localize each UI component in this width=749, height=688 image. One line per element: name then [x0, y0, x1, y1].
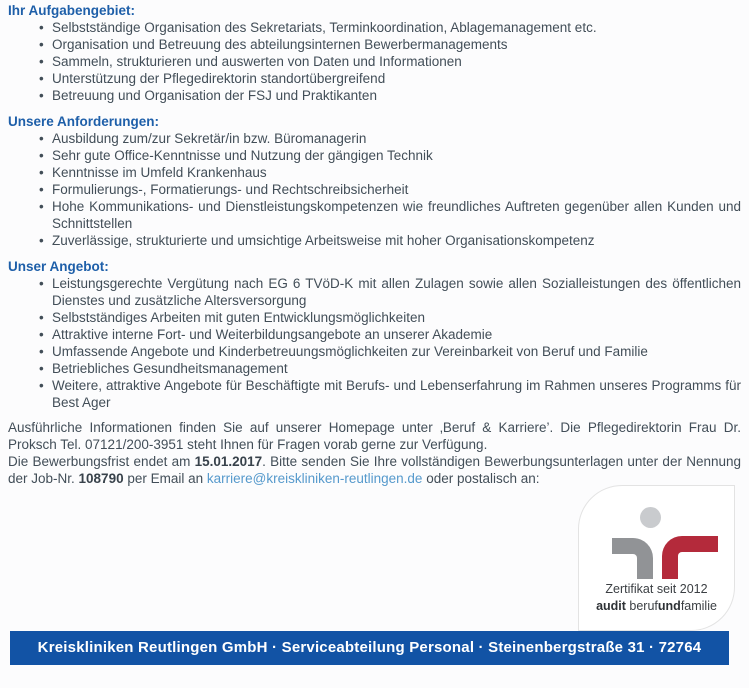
- footer-address-bar: [10, 631, 729, 665]
- angebot-list: [8, 275, 741, 411]
- list-item: • Organisation und Betreuung des abteilungsinternen Bewerbermanagements: [8, 36, 741, 53]
- section-angebot: [8, 258, 741, 411]
- certificate-und: und: [657, 599, 681, 613]
- footer-address-text: Kreiskliniken Reutlingen GmbH · Serviceabteilung Personal · Steinenbergstraße 31 · 72764: [37, 639, 702, 656]
- list-item: • Kenntnisse im Umfeld Krankenhaus: [8, 164, 741, 181]
- list-item: • Ausbildung zum/zur Sekretär/in bzw. Büromanagerin: [8, 130, 741, 147]
- logo-gray-shape: [612, 538, 653, 579]
- application-text: oder postalisch an:: [422, 471, 540, 486]
- deadline-date: 15.01.2017: [194, 454, 263, 469]
- application-text: . Bitte senden Sie Ihre vollständigen Bewerbungsunterlagen unter der Nennung der Job-Nr.: [8, 454, 741, 486]
- list-item: • Weitere, attraktive Angebote für Beschäftigte mit Berufs- und Lebenserfahrung im Rahmen unseres Programms für Best Ager: [8, 377, 741, 411]
- certificate-text: [579, 581, 734, 615]
- list-item: • Sammeln, strukturieren und auswerten von Daten und Informationen: [8, 53, 741, 70]
- info-paragraph: Ausführliche Informationen finden Sie auf unserer Homepage unter ‚Beruf & Karriere’. Die Pflegedirektorin Frau Dr. Proksch Tel. 07121/200-3951 steht Ihnen für Fragen vorab gerne zur Verfügung.: [8, 420, 741, 452]
- section-heading-anforderungen: Unsere Anforderungen:: [8, 114, 160, 129]
- application-text: Die Bewerbungsfrist endet am: [8, 454, 195, 469]
- list-item: • Zuverlässige, strukturierte und umsichtige Arbeitsweise mit hoher Organisationskompetenz: [8, 232, 741, 249]
- section-heading-angebot: Unser Angebot:: [8, 259, 109, 274]
- list-item: • Betriebliches Gesundheitsmanagement: [8, 360, 741, 377]
- list-item: • Formulierungs-, Formatierungs- und Rechtschreibsicherheit: [8, 181, 741, 198]
- list-item: • Attraktive interne Fort- und Weiterbildungsangebote an unserer Akademie: [8, 326, 741, 343]
- anforderungen-list: [8, 130, 741, 249]
- list-item: • Hohe Kommunikations- und Dienstleistungskompetenzen wie freundliches Auftreten gegenüber allen Kunden und Schnittstellen: [8, 198, 741, 232]
- certificate-line2: [579, 598, 734, 615]
- closing-block: [8, 419, 741, 487]
- list-item: • Leistungsgerechte Vergütung nach EG 6 TVöD-K mit allen Zulagen sowie allen Sozialleistungen des öffentlichen Dienstes und zusätzliche Altersversorgung: [8, 275, 741, 309]
- certificate-line1: Zertifikat seit 2012: [605, 582, 708, 596]
- certificate-beruf: beruf: [625, 599, 658, 613]
- email-link[interactable]: karriere@kreiskliniken-reutlingen.de: [206, 471, 423, 486]
- audit-berufundfamilie-logo-icon: [612, 507, 718, 584]
- section-aufgabengebiet: [8, 2, 741, 104]
- section-anforderungen: [8, 113, 741, 249]
- list-item: • Unterstützung der Pflegedirektorin standortübergreifend: [8, 70, 741, 87]
- list-item: • Selbstständige Organisation des Sekretariats, Terminkoordination, Ablagemanagement etc.: [8, 19, 741, 36]
- list-item: • Sehr gute Office-Kenntnisse und Nutzung der gängigen Technik: [8, 147, 741, 164]
- certificate-familie: familie: [680, 599, 717, 613]
- list-item: • Selbstständiges Arbeiten mit guten Entwicklungsmöglichkeiten: [8, 309, 741, 326]
- logo-head-circle: [640, 507, 661, 528]
- application-text: per Email an: [123, 471, 207, 486]
- list-item: • Umfassende Angebote und Kinderbetreuungsmöglichkeiten zur Vereinbarkeit von Beruf und Familie: [8, 343, 741, 360]
- certificate-badge: [578, 485, 735, 631]
- list-item: • Betreuung und Organisation der FSJ und Praktikanten: [8, 87, 741, 104]
- certificate-audit: audit: [596, 599, 626, 613]
- job-number: 108790: [78, 471, 124, 486]
- aufgabengebiet-list: [8, 19, 741, 104]
- section-heading-aufgabengebiet: Ihr Aufgabengebiet:: [8, 3, 135, 18]
- logo-red-shape: [662, 536, 718, 579]
- application-paragraph: [8, 453, 741, 487]
